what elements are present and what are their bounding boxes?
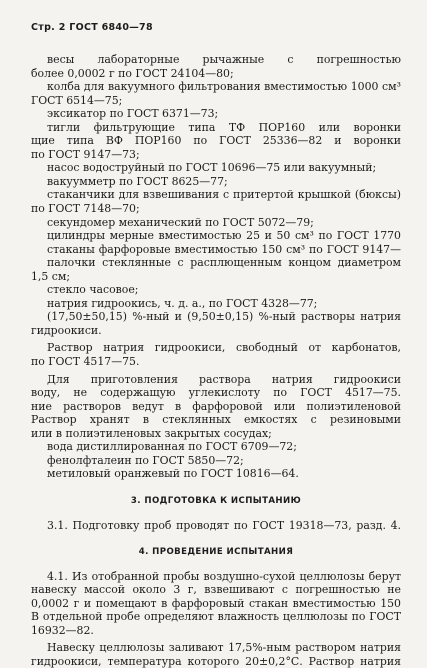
text-line: вакуумметр по ГОСТ 8625—77; [47,174,228,188]
text-line: 16932—82. [31,623,94,637]
section-3-title: 3. ПОДГОТОВКА К ИСПЫТАНИЮ [130,495,302,506]
text-line: 0,0002 г и помещают в фарфоровый стакан вместимостью 150 [31,596,401,610]
text-line: щие типа ВФ ПОР160 по ГОСТ 25336—82 и воронки [31,134,401,148]
text-line: Навеску целлюлозы заливают 17,5%-ным раствором натрия [47,641,401,655]
text-line: стаканчики для взвешивания с притертой крышкой (бюксы) [47,188,401,202]
text-line: гидроокиси. [31,323,102,337]
text-line: ГОСТ 6514—75; [31,93,123,107]
text-line: фенолфталеин по ГОСТ 5850—72; [47,453,244,467]
text-line: палочки стеклянные с расплющенным концом диаметром [47,256,401,270]
document-body [31,53,401,668]
text-line: натрия гидроокись, ч. д. а., по ГОСТ 4328—77; [47,296,318,310]
text-line: или в полиэтиленовых закрытых сосудах; [31,426,272,440]
text-line: секундомер механический по ГОСТ 5072—79; [47,215,314,229]
text-line: насос водоструйный по ГОСТ 10696—75 или вакуумный; [47,161,377,175]
text-line: 1,5 см; [31,269,71,283]
text-line: по ГОСТ 7148—70; [31,202,140,216]
text-line: весы лабораторные рычажные с погрешностью [47,53,401,66]
section-3-text [31,519,401,533]
section-4-text-continued [31,641,401,668]
text-line: В отдельной пробе определяют влажность целлюлозы по ГОСТ [31,610,401,624]
text-line: воду, не содержащую углекислоту по ГОСТ 4517—75. [31,386,401,400]
text-line: гидроокиси, температура которого 20±0,2°С. Раствор натрия [31,654,401,668]
text-line: 3.1. Подготовку проб проводят по ГОСТ 19318—73, разд. 4. [47,518,401,532]
page-header: Стр. 2 ГОСТ 6840—78 [31,22,153,33]
reagent-paragraph [31,341,401,368]
text-line: ние растворов ведут в фарфоровой или полиэтиленовой [31,399,401,413]
section-4-text [31,570,401,638]
text-line: вода дистиллированная по ГОСТ 6709—72; [47,440,297,454]
equipment-list [31,53,401,337]
text-line: метиловый оранжевый по ГОСТ 10816—64. [47,467,299,481]
text-line: более 0,0002 г по ГОСТ 24104—80; [31,66,234,80]
text-line: 4.1. Из отобранной пробы воздушно-сухой целлюлозы берут [47,569,401,583]
text-line: колба для вакуумного фильтрования вместимостью 1000 см³ [47,80,401,94]
text-line: эксикатор по ГОСТ 6371—73; [47,107,219,121]
text-line: стаканы фарфоровые вместимостью 150 см³ по ГОСТ 9147— [47,242,401,256]
text-line: по ГОСТ 4517—75. [31,355,140,369]
preparation-paragraph [31,373,401,481]
text-line: цилиндры мерные вместимостью 25 и 50 см³ по ГОСТ 1770 [47,229,401,243]
text-line: Раствор натрия гидроокиси, свободный от карбонатов, [47,341,401,355]
text-line: по ГОСТ 9147—73; [31,147,140,161]
text-line: тигли фильтрующие типа ТФ ПОР160 или воронки [47,120,401,134]
text-line: (17,50±50,15) %-ный и (9,50±0,15) %-ный растворы натрия [47,310,401,324]
text-line: Для приготовления раствора натрия гидроокиси [47,372,401,386]
text-line: Раствор хранят в стеклянных емкостях с резиновыми [31,413,401,427]
text-line: стекло часовое; [47,283,139,297]
section-4-title: 4. ПРОВЕДЕНИЕ ИСПЫТАНИЯ [138,547,294,558]
text-line: навеску массой около 3 г, взвешивают с погрешностью не [31,583,401,597]
